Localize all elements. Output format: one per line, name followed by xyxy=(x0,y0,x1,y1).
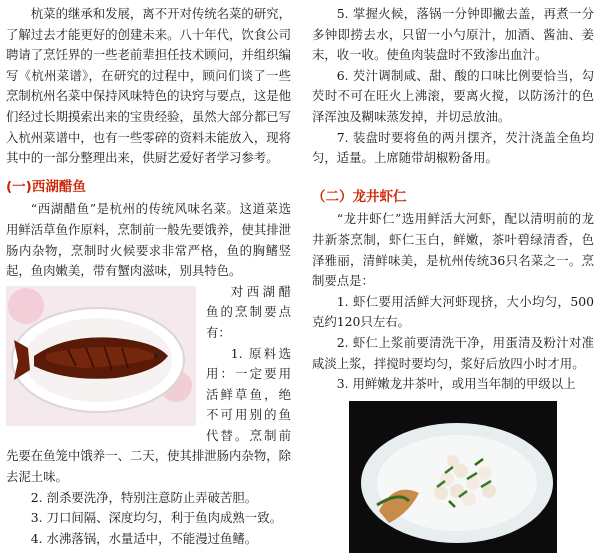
shrimp-dish-illustration xyxy=(349,401,557,553)
key-points-intro: 对西湖醋鱼的烹制要点有： xyxy=(206,283,291,340)
fish-dish-illustration xyxy=(6,286,196,426)
fish-point-4: 4. 水沸落锅，水量适中，不能漫过鱼鳍。 xyxy=(30,530,258,546)
shrimp-point-3: 3. 用鲜嫩龙井茶叶，或用当年制的甲级以上 xyxy=(336,376,576,392)
shrimp-point-1: 1. 虾仁要用活鲜大河虾现挤，大小均匀，500克约120只左右。 xyxy=(312,293,594,330)
fish-point-2: 2. 剖杀要洗净，特别注意防止弄破苦胆。 xyxy=(30,489,258,505)
fish-point-6: 6. 芡汁调制咸、甜、酸的口味比例要恰当，勾芡时不可在旺火上沸滚，要离火搅，以防汤汁的色泽浑浊及糊味蒸发掉，并切忌放油。 xyxy=(312,67,594,124)
fish-point-7: 7. 装盘时要将鱼的两爿摆齐，芡汁浇盖全鱼均匀，适量。上席随带胡椒粉备用。 xyxy=(312,129,594,166)
section-title-longjing-shrimp: （二）龙井虾仁 xyxy=(312,188,407,205)
shrimp-description: “龙井虾仁”选用鲜活大河虾，配以清明前的龙井新茶烹制，虾仁玉白，鲜嫩，茶叶碧绿清香，色泽雅丽，清鲜味美，是杭州传统36只名菜之一。烹制要点是： xyxy=(312,211,594,289)
longjing-shrimp-photo xyxy=(349,401,557,553)
fish-point-3: 3. 刀口间隔、深度均匀，利于鱼肉成熟一致。 xyxy=(30,510,282,526)
fish-description: “西湖醋鱼”是杭州的传统风味名菜。这道菜选用鲜活草鱼作原料，烹制前一般先要饿养，使其排泄肠内杂物，烹制时火候要求非常严格，鱼的胸鳍竖起，鱼肉嫩美，带有蟹肉滋味，别具特色。 xyxy=(6,201,291,279)
right-column xyxy=(312,4,594,553)
section-title-west-lake-fish: (一)西湖醋鱼 xyxy=(6,178,86,195)
shrimp-point-2: 2. 虾仁上浆前要清洗干净，用蛋清及粉汁对准咸淡上浆，拌搅时要均匀，浆好后放四小时才用。 xyxy=(312,334,594,371)
west-lake-fish-photo xyxy=(6,286,196,426)
fish-point-5: 5. 掌握火候，落锅一分钟即撇去盖，再煮一分多钟即捞去水，只留一小勺原汁，加酒、酱油、姜末，收一收。使鱼肉装盘时不致渗出血汁。 xyxy=(312,6,594,63)
intro-paragraph: 杭菜的继承和发展，离不开对传统名菜的研究，了解过去才能更好的创建未来。八十年代，饮食公司聘请了烹饪界的一些老前辈担任技术顾问，并组织编写《杭州菜谱》，在研究的过程中，顾问们谈了一些烹制杭州名菜中保持风味特色的诀窍与要点，这是他们经过长期摸索出来的宝贵经验，虽然大部分都已写入杭州菜谱中，也有一些零碎的资料未能放入，现将其中的一部分整理出来，供厨艺爱好者学习参考。 xyxy=(6,6,291,166)
fish-point-1: 1. 原料选用：一定要用活鲜草鱼，绝不可用别的鱼代替。烹制前先要在鱼笼中饿养一、二天，使其排泄肠内杂物，除去泥土味。 xyxy=(6,345,291,485)
left-column xyxy=(6,4,291,549)
